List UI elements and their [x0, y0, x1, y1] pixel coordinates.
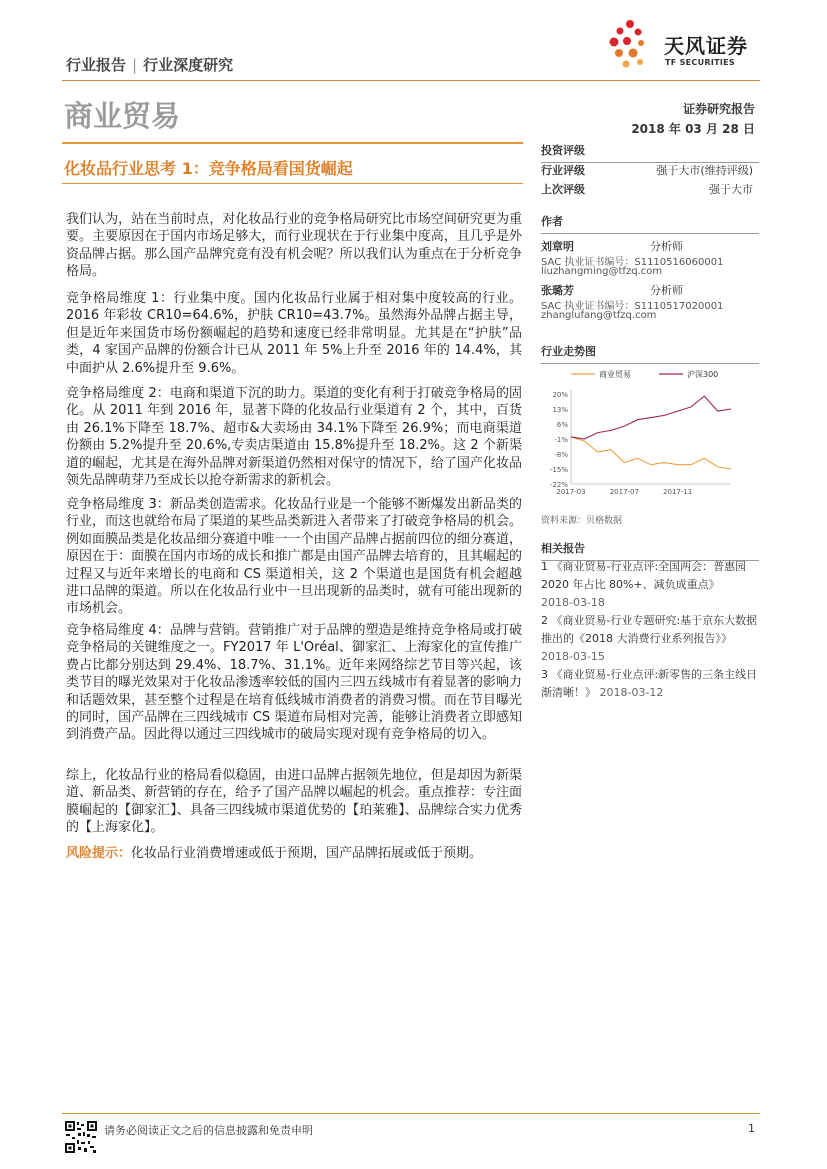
previous-rating-value: 强于大市: [709, 183, 753, 196]
risk-label: 风险提示：: [66, 846, 132, 861]
y-tick-label: 13%: [552, 406, 568, 414]
authors-heading: 作者: [541, 215, 563, 228]
industry-title: 商业贸易: [64, 99, 181, 133]
industry-rating-value: 强于大市(维持评级): [656, 164, 753, 177]
report-category: 行业报告: [66, 56, 127, 74]
author-role: 分析师: [650, 240, 683, 253]
related-report-title[interactable]: 3 《商业贸易-行业点评:新零售的三条主线日渐清晰！》: [541, 668, 758, 699]
y-tick-label: 20%: [552, 391, 568, 399]
related-report-title[interactable]: 1 《商业贸易-行业点评:全国两会：普惠园 2020 年占比 80%+、减负成重点》: [541, 560, 747, 591]
author-role: 分析师: [650, 284, 683, 297]
related-report-title[interactable]: 2 《商业贸易-行业专题研究:基于京东大数据推出的《2018 大消费行业系列报告》》: [541, 614, 758, 645]
author-email[interactable]: liuzhangming@tfzq.com: [541, 266, 663, 277]
brand-name-en: TF SECURITIES: [665, 58, 735, 67]
authors-section: [541, 213, 759, 234]
legend-label: 沪深300: [687, 370, 719, 379]
y-tick-label: -8%: [554, 451, 568, 459]
risk-text: 化妆品行业消费增速或低于预期，国产品牌拓展或低于预期。: [131, 846, 483, 861]
ratings-heading: 投资评级: [541, 144, 585, 157]
disclaimer-text[interactable]: 请务必阅读正文之后的信息披露和免责申明: [104, 1124, 313, 1137]
related-report-date: 2018-03-15: [541, 650, 605, 663]
author-name: 张璐芳: [541, 284, 574, 297]
x-tick-label: 2017-07: [609, 488, 639, 496]
chart-source: 资料来源：贝格数据: [541, 516, 623, 526]
tf-logo-mark-icon: [608, 18, 660, 70]
page-number: 1: [748, 1122, 755, 1135]
ratings-section: [541, 142, 759, 163]
x-tick-label: 2017-11: [663, 488, 693, 496]
title-rule-top: [62, 142, 523, 144]
related-report-list: [541, 558, 759, 702]
x-tick-label: 2017-03: [556, 488, 586, 496]
legend-label: 商业贸易: [599, 370, 631, 379]
report-subcategory: 行业深度研究: [143, 56, 234, 74]
brand-name-cn: 天风证券: [664, 34, 748, 58]
report-title: 化妆品行业思考 1：竞争格局看国货崛起: [64, 159, 353, 178]
author-email[interactable]: zhanglufang@tfzq.com: [541, 310, 657, 321]
report-date: 2018 年 03 月 28 日: [631, 122, 755, 136]
header-divider: [62, 80, 760, 81]
y-tick-label: -1%: [554, 436, 568, 444]
body-paragraph: 综上，化妆品行业的格局看似稳固，由进口品牌占据领先地位，但是却因为新渠道、新品类、新营销的存在，给予了国产品牌以崛起的机会。重点推荐：专注面膜崛起的【御家汇】、具备三四线城市渠道优势的【珀莱雅】、品牌综合实力优秀的【上海家化】。: [66, 768, 522, 836]
related-report-item[interactable]: [541, 666, 759, 702]
trend-heading: 行业走势图: [541, 345, 596, 358]
y-tick-label: -22%: [549, 481, 568, 489]
previous-rating-label: 上次评级: [541, 183, 585, 196]
tf-securities-logo: [608, 18, 768, 74]
body-paragraph: 竞争格局维度 4：品牌与营销。营销推广对于品牌的塑造是维持竞争格局或打破竞争格局的关键维度之一。FY2017 年 L'Oréal、御家汇、上海家化的宣传推广费占比都分别达到 29.4%、18.7%、31.1%。近年来网络综艺节目等兴起，该类节目的曝光效果对于化妆品渗透率较低的国内三四五线城市有着显著的影响力和话题效果，甚至整个过程是在培育低线城市消费者的消费习惯。而在节目曝光的同时，国产品牌在三四线城市 CS 渠道布局相对完善，能够让消费者立即感知到消费产品。因此得以通过三四线城市的破局实现对现有竞争格局的切入。: [66, 623, 522, 743]
author-sac: SAC 执业证书编号：S1110517020001: [541, 301, 724, 312]
body-paragraph: 竞争格局维度 3：新品类创造需求。化妆品行业是一个能够不断爆发出新品类的行业，而这也就给布局了渠道的某些品类新进入者带来了打破竞争格局的机会。例如面膜品类是化妆品细分赛道中唯一一个由国产品牌占据前四位的细分赛道，原因在于：面膜在国内市场的成长和推广都是由国产品牌去培育的，且其崛起的过程又与近年来增长的电商和 CS 渠道相关，这 2 个渠道也是国货有机会超越进口品牌的渠道。所以在化妆品行业中一旦出现新的品类时，就有可能出现新的市场机会。: [66, 497, 522, 617]
y-tick-label: -15%: [549, 466, 568, 474]
trend-section: [541, 343, 759, 364]
category-separator: |: [132, 56, 138, 74]
series-line-1: [571, 396, 731, 439]
related-heading: 相关报告: [541, 542, 585, 555]
risk-warning: [66, 845, 522, 862]
qr-code-icon: [64, 1120, 98, 1154]
body-paragraph: 竞争格局维度 1：行业集中度。国内化妆品行业属于相对集中度较高的行业。2016 年彩妆 CR10=64.6%，护肤 CR10=43.7%。虽然海外品牌占据主导，但是近年来国货市场份额崛起的趋势和速度已经非常明显。尤其是在“护肤”品类，4 家国产品牌的份额合计已从 2011 年 5%上升至 2016 年的 14.4%，其中面护从 2.6%提升至 9.6%。: [66, 291, 522, 376]
y-tick-label: 6%: [556, 421, 568, 429]
body-paragraph: 我们认为，站在当前时点，对化妆品行业的竞争格局研究比市场空间研究更为重要。主要原因在于国内市场足够大，而行业现状在于行业集中度高，且几乎是外资品牌占据。那么国产品牌究竟有没有机会呢？所以我们认为重点在于分析竞争格局。: [66, 212, 522, 280]
authors-rule: [541, 233, 759, 234]
industry-trend-chart: [541, 362, 759, 502]
author-sac: SAC 执业证书编号：S1110516060001: [541, 257, 724, 268]
footer-divider: [62, 1113, 760, 1114]
title-rule-bottom: [62, 183, 523, 184]
related-report-date: 2018-03-18: [541, 596, 605, 609]
doc-kind: 证券研究报告: [682, 102, 755, 116]
author-name: 刘章明: [541, 240, 574, 253]
related-report-item[interactable]: [541, 612, 759, 666]
related-report-date: 2018-03-12: [599, 686, 664, 699]
body-paragraph: 竞争格局维度 2：电商和渠道下沉的助力。渠道的变化有利于打破竞争格局的固化。从 2011 年到 2016 年，显著下降的化妆品行业渠道有 2 个，其中，百货由 26.1%下降至 18.7%、超市&大卖场由 34.1%下降至 26.9%；而电商渠道份额由 5.2%提升至 20.6%,专卖店渠道由 15.8%提升至 18.2%。这 2 个新渠道的崛起，尤其是在海外品牌对新渠道仍然相对保守的情况下，给了国产化妆品领先品牌萌芽乃至成长以抢夺新需求的新机会。: [66, 386, 522, 489]
related-report-item[interactable]: [541, 558, 759, 612]
industry-rating-label: 行业评级: [541, 164, 585, 177]
series-line-0: [571, 437, 731, 469]
report-category-line: [66, 54, 233, 75]
